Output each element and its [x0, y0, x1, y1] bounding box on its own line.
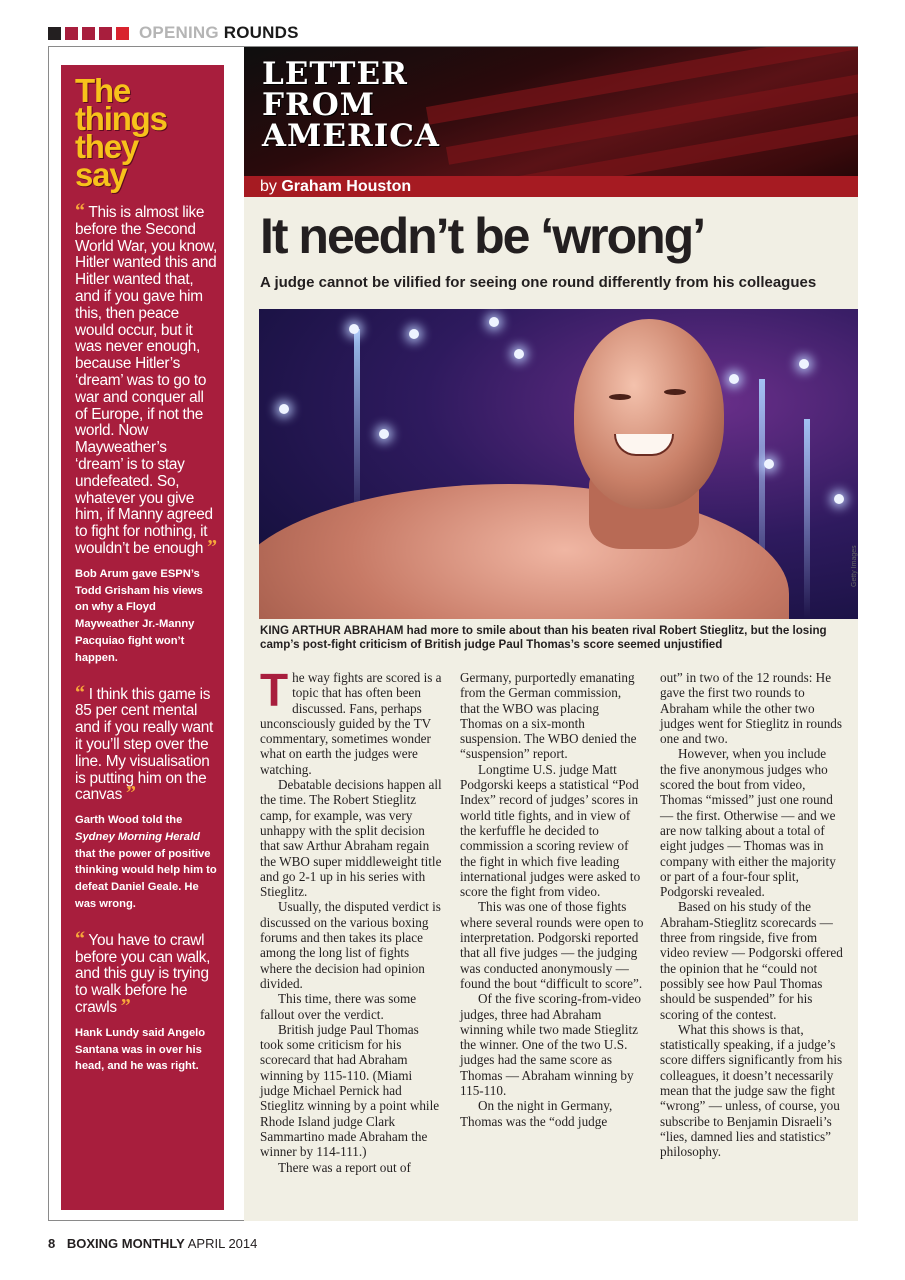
article-photo	[259, 309, 858, 619]
spotlight	[764, 459, 774, 469]
magazine-name: BOXING MONTHLY	[66, 1236, 185, 1251]
quote-block	[75, 927, 218, 1075]
sidebar-title-line: things	[75, 100, 167, 137]
body-paragraph	[260, 664, 444, 777]
sidebar-title	[75, 72, 218, 193]
headline: It needn’t be ‘wrong’	[260, 208, 705, 264]
body-paragraph: Of the five scoring-from-video judges, three had Abraham winning while two made Stieglitz the winner. One of the two U.S. judges had the same score as Thomas — Abraham winning by 115-110.	[460, 991, 641, 1099]
quote-attribution	[75, 812, 218, 913]
body-column-3	[660, 670, 844, 1175]
body-paragraph: There was a report out of	[278, 1159, 411, 1175]
body-paragraph: This was one of those fights where several rounds were open to interpretation. Podgorski reported that all five judges — the judging was conducted anonymously — found the bout “difficult to score”.	[460, 899, 644, 991]
header-square-2	[65, 27, 78, 40]
body-paragraph: What this shows is that, statistically speaking, if a judge’s score differs significantly from his colleagues, it doesn’t necessarily mean that the judge saw the fight “wrong” — unless, of course, you subscribe to Benjamin Disraeli’s “lies, damned lies and statistics” philosophy.	[660, 1021, 843, 1160]
spotlight	[489, 317, 499, 327]
close-quote-icon: ”	[120, 995, 131, 1018]
byline-by: by	[260, 178, 277, 195]
body-paragraph: However, when you include the five anonymous judges who scored the bout from video, Thomas “missed” just one round — the first. Otherwise — and we are now talking about a total of eight judges — Thomas was in company with either the majority or part of a four-four split, Podgorski revealed.	[660, 746, 836, 900]
header-square-3	[82, 27, 95, 40]
body-paragraph: Usually, the disputed verdict is discussed on the various boxing forums and then takes its place among the long list of fights where the decision had opinion divided.	[260, 899, 441, 991]
column-title	[262, 56, 440, 154]
issue-date: APRIL 2014	[187, 1236, 258, 1251]
quote-attribution: Bob Arum gave ESPN’s Todd Grisham his views on why a Floyd Mayweather Jr.-Manny Pacquiao fight won’t happen.	[75, 567, 203, 664]
spotlight	[349, 324, 359, 334]
body-columns	[260, 664, 854, 1175]
spotlight-beam	[354, 329, 360, 529]
spotlight	[799, 359, 809, 369]
attribution-post: that the power of positive thinking would help him to defeat Daniel Geale. He was wrong.	[75, 847, 217, 911]
boxer-shoulders	[259, 484, 789, 619]
open-quote-icon: “	[75, 681, 85, 704]
spotlight	[834, 494, 844, 504]
paragraph-text: he way fights are scored is a topic that has often been discussed. Fans, perhaps unconsciously guided by the TV commentary, sometimes wonder what on earth the judges were watching.	[260, 670, 442, 777]
body-paragraph: Debatable decisions happen all the time. The Robert Stieglitz camp, for example, was very unhappy with the split decision that saw Arthur Abraham regain the WBO super middleweight title and go 2-1 up in his series with Stieglitz.	[260, 777, 442, 900]
body-column-1	[260, 664, 444, 1175]
photo-caption: KING ARTHUR ABRAHAM had more to smile about than his beaten rival Robert Stieglitz, but the losing camp’s post-fight criticism of British judge Paul Thomas’s score seemed unjustified	[260, 624, 827, 651]
photo-credit: Getty Images	[851, 545, 858, 587]
quote-text	[75, 200, 218, 558]
body-paragraph: out” in two of the 12 rounds: He gave the first two rounds to Abraham while the other two judges went for Stieglitz in rounds one and two.	[660, 670, 843, 747]
open-quote-icon: “	[75, 200, 85, 222]
quote-attribution: Hank Lundy said Angelo Santana was in over his head, and he was right.	[75, 1026, 206, 1073]
attribution-publication: Sydney Morning Herald	[75, 830, 200, 843]
header-square-5	[116, 27, 129, 40]
spotlight	[409, 329, 419, 339]
section-label-light: OPENING	[139, 23, 219, 42]
section-label	[139, 23, 299, 43]
body-paragraph: On the night in Germany, Thomas was the “odd judge	[460, 1098, 613, 1129]
drop-cap: T	[260, 664, 289, 716]
byline-author: Graham Houston	[281, 178, 412, 195]
boxer-head	[574, 319, 724, 509]
column-title-line: LETTER	[262, 56, 408, 92]
body-paragraph: Longtime U.S. judge Matt Podgorski keeps a statistical “Pod Index” record of judges’ scores in world title fights, and in view of the kerfuffle he decided to commission a scoring review of the fight in which five leading international judges were asked to score the fight from video.	[460, 761, 641, 900]
close-quote-icon: ”	[207, 535, 217, 558]
byline	[244, 176, 858, 197]
quotes-sidebar	[61, 65, 224, 1210]
spotlight-beam	[804, 419, 810, 619]
spotlight	[514, 349, 524, 359]
header-square-4	[99, 27, 112, 40]
spotlight	[379, 429, 389, 439]
section-header	[48, 22, 299, 44]
section-label-dark: ROUNDS	[223, 23, 299, 42]
quote-block	[75, 200, 218, 667]
page-footer	[48, 1236, 257, 1251]
sidebar-title-line: they	[75, 128, 139, 165]
body-paragraph: This time, there was some fallout over the verdict.	[260, 991, 417, 1022]
body-paragraph: Germany, purportedly emanating from the German commission, that the WBO was placing Thomas on a six-month suspension. The WBO denied the “suspension” report.	[460, 670, 637, 762]
boxer-eye	[609, 394, 631, 400]
column-title-line: AMERICA	[262, 118, 440, 154]
quote-body: This is almost like before the Second World War, you know, Hitler wanted this and Hitler wanted that, and if you gave him this, then peace would occur, but it was never enough, because Hitler’s ‘dream’ was to go to war and conquer all of Europe, if not the world. Now Mayweather’s ‘dream’ is to stay undefeated. So, whatever you give him, if Manny agreed to fight for nothing, it wouldn’t be enough	[75, 204, 217, 557]
open-quote-icon: “	[75, 927, 85, 950]
body-paragraph: Based on his study of the Abraham-Stieglitz scorecards — three from ringside, five from video review — Podgorski offered the opinion that he “could not possibly see how Paul Thomas should be suspended” for his scoring of the contest.	[660, 899, 843, 1022]
sidebar-title-line: say	[75, 156, 127, 193]
attribution-pre: Garth Wood told the	[75, 814, 183, 827]
column-banner	[244, 47, 858, 197]
body-column-2	[460, 670, 644, 1175]
standfirst: A judge cannot be vilified for seeing one round differently from his colleagues	[260, 274, 817, 291]
quote-body: I think this game is 85 per cent mental and if you really want it you’ll step over the line. My visualisation is putting him on the canvas	[75, 685, 213, 804]
spotlight	[279, 404, 289, 414]
sidebar-title-line: The	[75, 72, 131, 109]
quote-text	[75, 927, 218, 1018]
close-quote-icon: ”	[125, 782, 136, 805]
article	[244, 197, 858, 1221]
quote-text	[75, 681, 218, 805]
spotlight	[729, 374, 739, 384]
body-paragraph: British judge Paul Thomas took some criticism for his scorecard that had Abraham winning by 115-110. (Miami judge Michael Pernick had Stieglitz winning by a point while Rhode Island judge Clark Sammartino made Abraham the winner by 114-111.)	[260, 1021, 440, 1160]
quote-block	[75, 681, 218, 913]
column-title-line: FROM	[262, 87, 376, 123]
boxer-eye	[664, 389, 686, 395]
quote-body: You have to crawl before you can walk, and this guy is trying to walk before he crawls	[75, 931, 211, 1017]
page-number: 8	[48, 1236, 56, 1251]
header-square-1	[48, 27, 61, 40]
